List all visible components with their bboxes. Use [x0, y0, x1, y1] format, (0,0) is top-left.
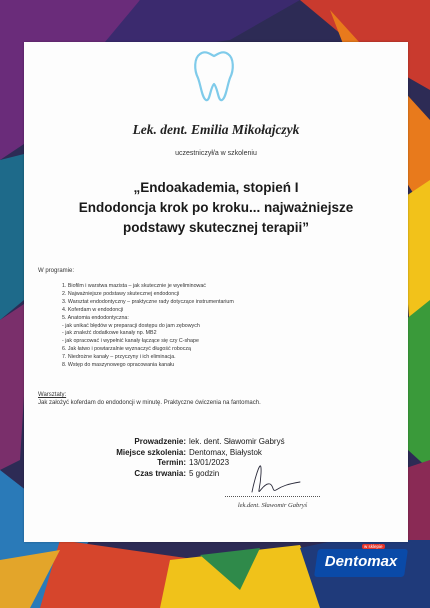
- program-item: 2. Najważniejsze podstawy skutecznej endodoncji: [62, 290, 180, 297]
- dentomax-logo: [316, 544, 406, 577]
- program-item: 1. Biofilm i warstwa mazista – jak skutecznie je wyeliminować: [62, 283, 206, 289]
- course-title-line: Endodoncja krok po kroku... najważniejsze: [78, 200, 354, 215]
- detail-value: Dentomax, Białystok: [189, 447, 262, 457]
- detail-label: Prowadzenie:: [134, 437, 186, 446]
- signatory-name: lek.dent. Sławomir Gabryś: [237, 502, 308, 509]
- handwritten-signature: [244, 462, 304, 498]
- program-item: 6. Jak łatwo i powtarzalnie wyznaczyć długość roboczą: [62, 346, 191, 353]
- program-item: 4. Koferdam w endodoncji: [62, 306, 124, 313]
- program-item: 7. Niedrożne kanały – przyczyny i ich eliminacja.: [62, 354, 176, 361]
- detail-value: lek. dent. Sławomir Gabryś: [189, 437, 285, 446]
- detail-value: 13/01/2023: [189, 458, 230, 468]
- signature-line: [225, 496, 320, 497]
- program-item: 5. Anatomia endodontyczna:: [62, 314, 129, 321]
- tooth-logo-icon: [192, 48, 236, 104]
- program-label: W programie:: [38, 268, 75, 274]
- workshop-label: Warsztaty:: [38, 392, 67, 398]
- participant-name: Lek. dent. Emilia Mikołajczyk: [132, 122, 300, 137]
- detail-value: 5 godzin: [189, 468, 220, 478]
- course-title: [24, 178, 408, 238]
- program-list: [62, 283, 234, 370]
- program-item: 3. Warsztat endodontyczny – praktyczne rady dotyczące instrumentarium: [62, 298, 234, 305]
- details-labels: [62, 437, 186, 479]
- detail-label: Miejsce szkolenia:: [116, 447, 186, 457]
- course-title-line: podstawy skutecznej terapii”: [122, 220, 310, 235]
- logo-text: Dentomax: [324, 553, 398, 570]
- detail-label: Czas trwania:: [134, 468, 186, 478]
- logo-tag: w sklepie: [364, 544, 383, 549]
- workshop-text: Jak założyć koferdam do endodoncji w minutę. Praktyczne ćwiczenia na fantomach.: [38, 400, 261, 406]
- detail-label: Termin:: [157, 458, 186, 468]
- program-item: 8. Wstęp do maszynowego opracowania kanału: [62, 362, 175, 369]
- program-item: - jak opracować i wypełnić kanały łączące się czy C-shape: [62, 338, 199, 345]
- program-item: - jak unikać błędów w preparacji dostępu do jam zębowych: [62, 322, 200, 329]
- course-title-line: „Endoakademia, stopień I: [133, 180, 299, 195]
- program-item: - jak znaleźć dodatkowe kanały np. MB2: [62, 330, 157, 337]
- participation-note: uczestniczył/a w szkoleniu: [175, 150, 257, 157]
